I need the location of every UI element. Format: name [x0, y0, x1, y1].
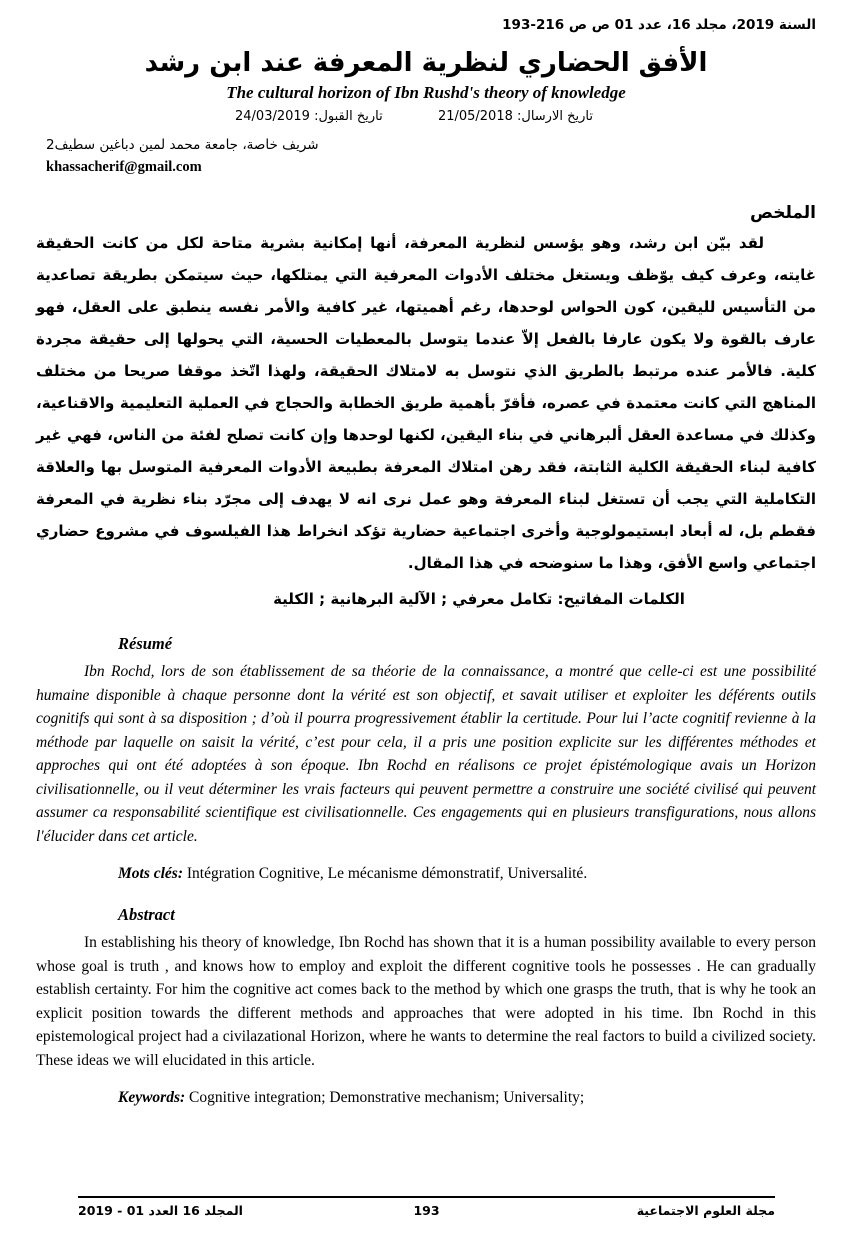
keywords-arabic-label: الكلمات المفاتيح:: [557, 590, 685, 608]
mots-cles-line: [118, 863, 816, 884]
keywords-english-label: Keywords:: [118, 1089, 186, 1106]
acceptance-date: تاريخ القبول: 24/03/2019: [235, 109, 383, 124]
page-footer: [78, 1196, 775, 1220]
keywords-english-line: [118, 1087, 816, 1108]
keywords-arabic-line: [36, 585, 816, 613]
resume-french-body: Ibn Rochd, lors de son établissement de sa théorie de la connaissance, a montré que celle-ci est une possibilité humaine disponible à chaque personne dont la vérité est son objectif, et savait utiliser et exploiter les déférents outils cognitifs qui sont à sa disposition ; d’où il pourra progressivement établir la certitude. Pour lui l’acte cognitif revienne à la méthode par laquelle on saisit la vérité, c’est pour cela, il a pris une position explicite sur les différentes méthodes et approches qui ont été adoptées à son époque. Ibn Rochd en réalisons ce projet épistémologique avais un Horizon civilisationnelle, ou il veut déterminer les vrais facteurs qui peuvent permettre a construire une société civilisé qui peuvent assumer ca responsabilité scientifique est civilisationnelle. Ces engagements qui en plusieurs transfigurations, nous allons l'élucider dans cet article.: [36, 663, 816, 845]
abstract-english-body: In establishing his theory of knowledge, Ibn Rochd has shown that it is a human possibility available to every person whose goal is truth , and knows how to employ and exploit the different cognitive tools he possesses . He can gradually establish certainty. For him the cognitive act comes back to the method by which one grasps the truth, that is why he took an explicit position towards the different methods and approaches that were adopted in his time. Ibn Rochd in this epistemological project had a civilazational Horizon, where he wants to determine the real factors to build a civilized society. These ideas we will elucidated in this article.: [36, 934, 816, 1069]
mots-cles-text: Intégration Cognitive, Le mécanisme démonstratif, Universalité.: [183, 865, 588, 882]
footer-journal-name: مجلة العلوم الاجتماعية: [636, 1203, 775, 1218]
author-email: khassacherif@gmail.com: [46, 159, 202, 175]
footer-page-number: 193: [413, 1203, 440, 1218]
article-title-english: The cultural horizon of Ibn Rushd's theory of knowledge: [226, 83, 626, 102]
abstract-arabic-body: لقد بيّن ابن رشد، وهو يؤسس لنظرية المعرفة، أنها إمكانية بشرية متاحة لكل من كانت الحقيقة غايته، وعرف كيف يوّظف ويستغل مختلف الأدوات المعرفية التي يمتلكها، حيث سيتمكن بطريقة تصاعدية من التأسيس لليقين، كون الحواس لوحدها، رغم أهميتها، غير كافية والأمر نفسه ينطبق على العقل، فهو عارف بالقوة ولا يكون عارفا بالفعل إلاّ عندما يتوسل بالمعطيات الحسية، التي يحولها إلى حقيقة مجردة كلية. فالأمر عنده مرتبط بالطريق الذي نتوسل به لامتلاك الحقيقة، ولهذا اتّخذ موقفا صريحا من مختلف المناهج التي كانت معتمدة في عصره، فأقرّ بأهمية طريق الخطابة والحجاج في العملية التعليمية والاقناعية، وكذلك في مساعدة العقل ألبرهاني في بناء اليقين، لكنها لوحدها وإن كانت تصلح لفئة من الناس، فهي غير كافية لبناء الحقيقة الكلية الثابتة، فقد رهن امتلاك المعرفة بطبيعة الأدوات المعرفية المتوسل بها والعلاقة التكاملية التي يجب أن تستغل لبناء المعرفة وهو عمل نرى انه لا يهدف إلى مجرّد بناء نظرية في المعرفة فقطم بل، له أبعاد ابستيمولوجية وأخرى اجتماعية حضارية تؤكد انخراط هذا الفيلسوف في مشروع حضاري اجتماعي واسع الأفق، وهذا ما سنوضحه في هذا المقال.: [36, 234, 816, 572]
dates-row: [235, 107, 593, 126]
article-title-arabic: الأفق الحضاري لنظرية المعرفة عند ابن رشد: [144, 48, 708, 78]
author-affiliation: شريف خاصة، جامعة محمد لمين دباغين سطيف2: [46, 137, 319, 153]
footer-volume-info: المجلد 16 العدد 01 - 2019: [78, 1203, 243, 1218]
mots-cles-label: Mots clés:: [118, 865, 184, 882]
resume-french-heading: Résumé: [118, 634, 173, 653]
keywords-english-text: Cognitive integration; Demonstrative mechanism; Universality;: [185, 1089, 585, 1106]
submission-date: تاريخ الارسال: 21/05/2018: [437, 109, 593, 124]
abstract-arabic-heading: الملخص: [750, 203, 816, 223]
keywords-arabic-text: تكامل معرفي ; الآلية البرهانية ; الكلية: [273, 590, 558, 608]
abstract-english-heading: Abstract: [118, 905, 175, 924]
issue-line: السنة 2019، مجلد 16، عدد 01 ص ص 216-193: [502, 17, 816, 33]
